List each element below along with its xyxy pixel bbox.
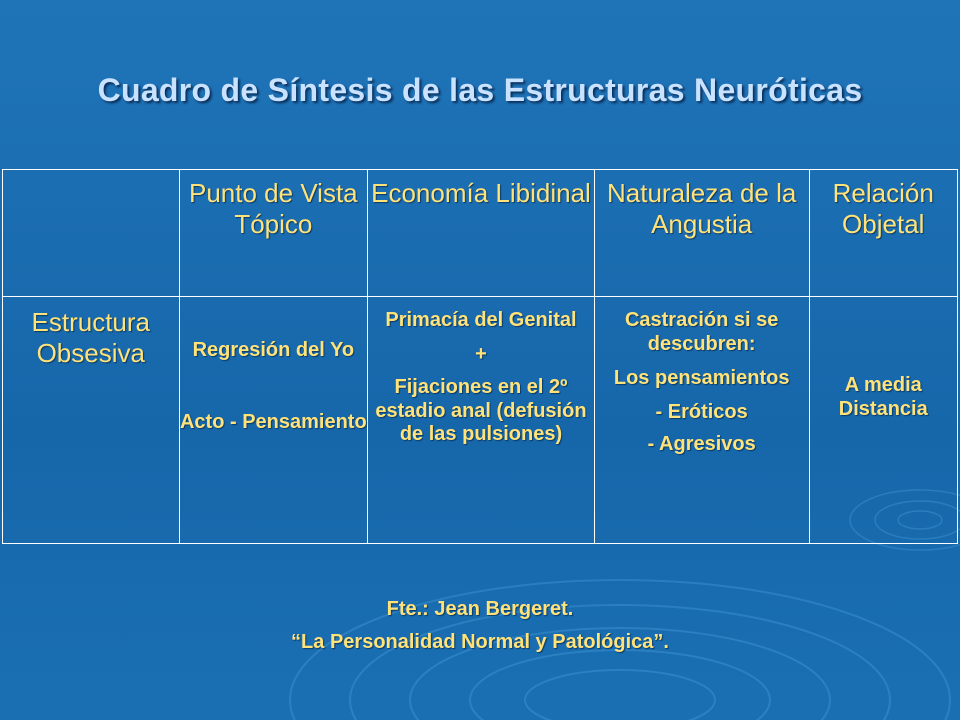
cell-angustia-line3: - Eróticos <box>655 401 748 423</box>
cell-topico <box>179 297 368 544</box>
header-cell-relacion-objetal <box>809 170 958 297</box>
row-label-cell <box>3 297 180 544</box>
header-label: Naturaleza de la Angustia <box>606 178 797 239</box>
table-row-estructura-obsesiva <box>3 297 958 544</box>
slide-title: Cuadro de Síntesis de las Estructuras Neuróticas <box>97 72 863 108</box>
header-cell-economia-libidinal <box>368 170 595 297</box>
header-cell-empty <box>3 170 180 297</box>
cell-topico-line1: Regresión del Yo <box>192 339 355 361</box>
header-cell-naturaleza-angustia <box>594 170 809 297</box>
row-label: Estructura Obsesiva <box>31 307 151 368</box>
header-label: Economía Libidinal <box>371 178 591 208</box>
cell-angustia-line2: Los pensamientos <box>613 367 790 389</box>
cell-economia-line2: Fijaciones en el 2º estadio anal (defusión de las pulsiones) <box>375 376 587 445</box>
header-cell-punto-de-vista-topico <box>179 170 368 297</box>
cell-angustia <box>594 297 809 544</box>
source-line-2: “La Personalidad Normal y Patológica”. <box>291 631 669 653</box>
header-label: Relación Objetal <box>832 178 934 239</box>
cell-angustia-line4: - Agresivos <box>647 433 756 455</box>
cell-topico-line2: Acto - Pensamiento <box>179 411 367 433</box>
cell-economia <box>368 297 595 544</box>
table-header-row <box>3 170 958 297</box>
cell-relacion-text: A media Distancia <box>838 374 928 420</box>
source-line-1: Fte.: Jean Bergeret. <box>386 598 574 620</box>
cell-economia-line1: Primacía del Genital <box>385 309 577 331</box>
cell-economia-plus: + <box>475 343 487 365</box>
cell-relacion <box>809 297 958 544</box>
header-label: Punto de Vista Tópico <box>189 178 358 239</box>
synthesis-table <box>2 169 958 544</box>
cell-angustia-line1: Castración si se descubren: <box>624 309 779 355</box>
